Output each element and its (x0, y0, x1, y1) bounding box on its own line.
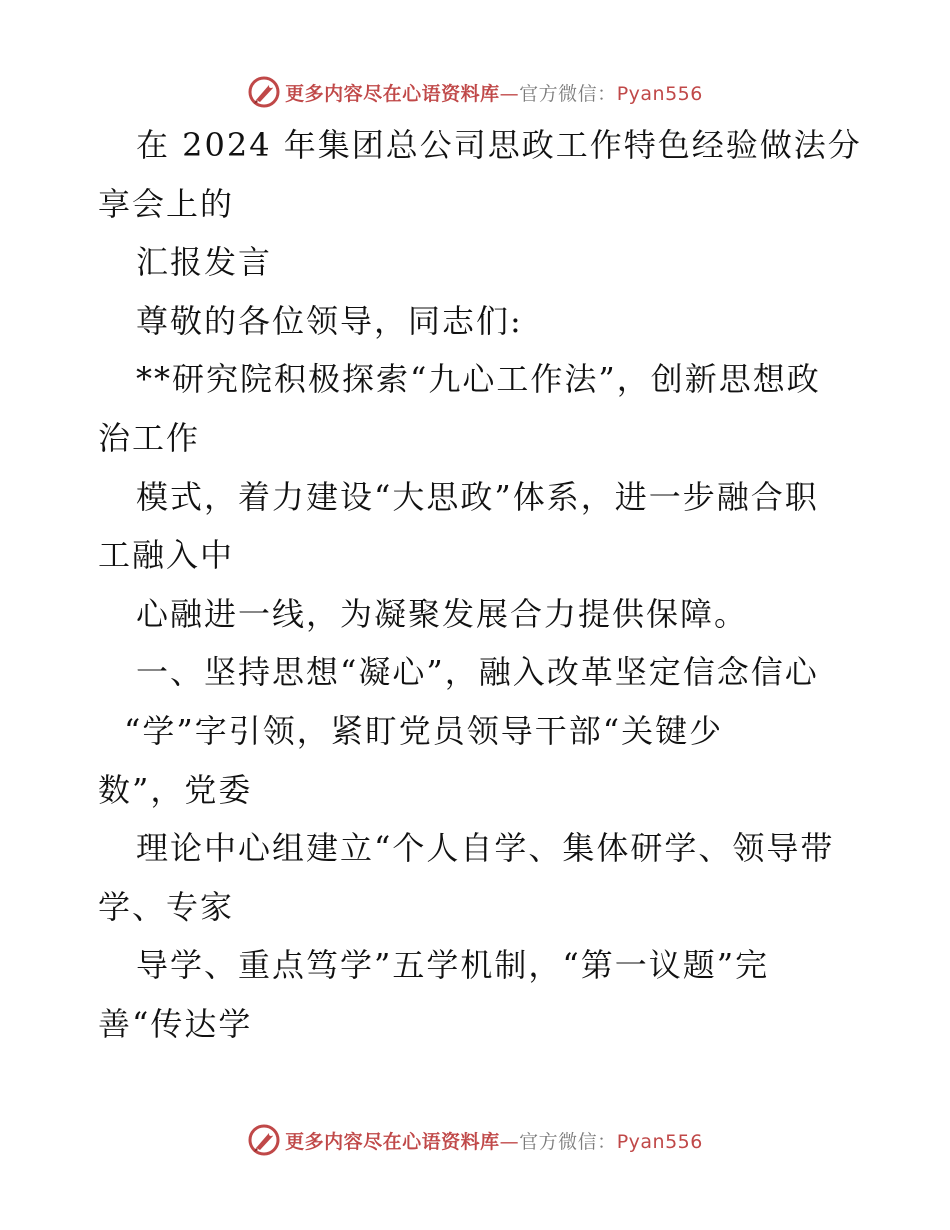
watermark-dash: — (499, 1130, 520, 1153)
watermark-label: 官方微信： (519, 82, 617, 105)
body-line: 学、专家 (98, 887, 235, 926)
watermark-id: Pyan556 (616, 1130, 703, 1153)
body-line: 在 2024 年集团总公司思政工作特色经验做法分 (136, 126, 862, 164)
body-line: 导学、重点笃学”五学机制，“第一议题”完 (136, 946, 770, 985)
body-line: 数”，党委 (98, 770, 253, 809)
body-line: 一、坚持思想“凝心”，融入改革坚定信念信心 (136, 653, 819, 692)
footer-watermark (0, 1120, 950, 1160)
watermark-text (285, 1127, 703, 1154)
body-line: 尊敬的各位领导，同志们: (136, 301, 523, 340)
watermark-main: 更多内容尽在心语资料库 (285, 1130, 500, 1153)
watermark-label: 官方微信： (519, 1130, 617, 1153)
body-line: 善“传达学 (98, 1004, 253, 1043)
body-line: 工融入中 (98, 536, 235, 575)
watermark-dash: — (499, 82, 520, 105)
pen-logo-icon (247, 1123, 281, 1157)
body-line: 治工作 (98, 418, 201, 457)
pen-logo-icon (247, 75, 281, 109)
header-watermark (0, 72, 950, 112)
watermark-main: 更多内容尽在心语资料库 (285, 82, 500, 105)
body-line: 心融进一线，为凝聚发展合力提供保障。 (136, 594, 749, 633)
watermark-id: Pyan556 (616, 82, 703, 105)
body-line: 享会上的 (98, 184, 235, 223)
body-line: “学”字引领，紧盯党员领导干部“关键少 (124, 711, 724, 750)
body-line: 理论中心组建立“个人自学、集体研学、领导带 (136, 829, 835, 868)
document-body (98, 116, 862, 1054)
body-line: **研究院积极探索“九心工作法”，创新思想政 (136, 360, 821, 399)
watermark-text (285, 79, 703, 106)
body-line: 汇报发言 (136, 243, 273, 282)
body-line: 模式，着力建设“大思政”体系，进一步融合职 (136, 477, 819, 516)
